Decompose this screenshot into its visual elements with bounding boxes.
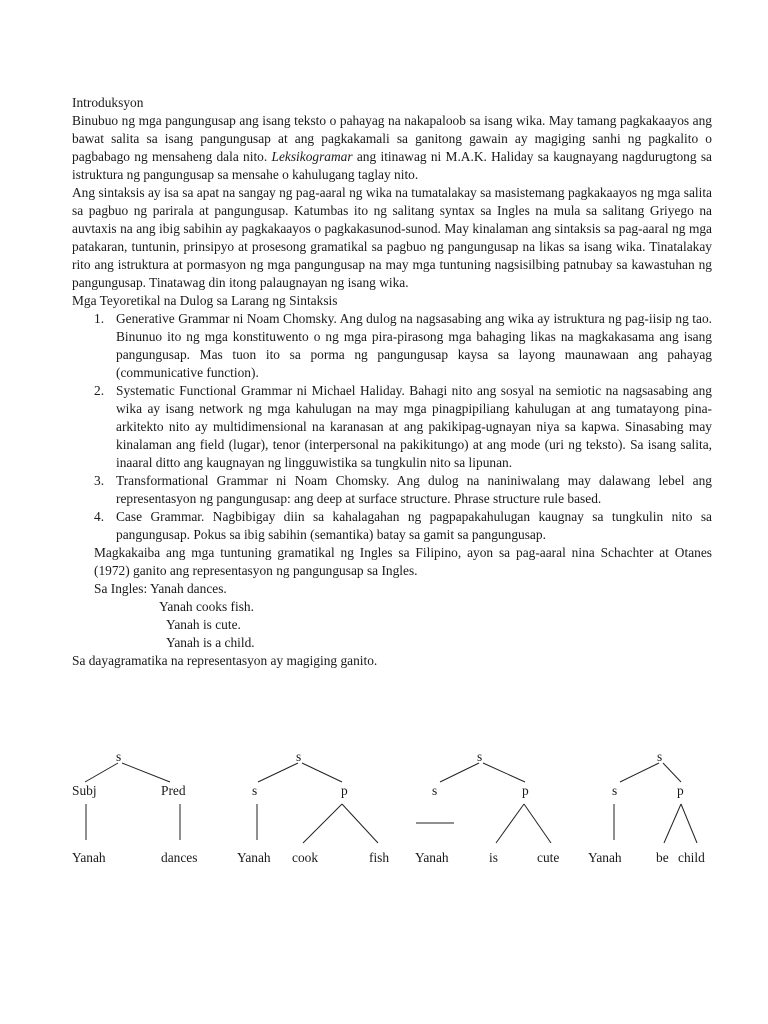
intro-paragraph-1	[72, 112, 712, 184]
section-title: Mga Teyoretikal na Dulog sa Larang ng Sintaksis	[72, 293, 338, 308]
diagram-intro: Sa dayagramatika na representasyon ay magiging ganito.	[72, 653, 378, 668]
tree4-p-right	[681, 804, 697, 843]
list-text: Systematic Functional Grammar ni Michael Haliday. Bahagi nito ang sosyal na semiotic na nagsasabing ang wika ay isang network ng mga kahulugan na may mga pinagpipiliang kahulugan at ang tumatayong pina-arkitekto nito ay multidimensional na karanasan at ang pakikipag-ugnayan niya sa kapwa. Sinasabing may kinalaman ang field (lugar), tenor (interpersonal na pakikitungo) at ang mode (uri ng teksto). Sa isang salita, inaaral ditto ang kaugnayan ng lingguwistika sa tungkulin nito sa lipunan.	[116, 383, 712, 470]
tree3-left-node: s	[432, 783, 438, 798]
tree2-branch-right	[302, 763, 342, 782]
intro-p1-italic-term: Leksikogramar	[271, 149, 353, 164]
tree2-branch-left	[258, 763, 298, 782]
tree4-word-2: be	[656, 850, 669, 865]
tree2-right-node: p	[341, 783, 348, 798]
list-number: 2.	[94, 383, 105, 398]
example-sentence-1: Sa Ingles: Yanah dances.	[94, 581, 227, 596]
list-item	[72, 310, 712, 382]
list-text: Case Grammar. Nagbibigay diin sa kahalagahan ng pagpapakahulugan kaugnay sa tungkulin nito sa pangungusap. Pokus sa ibig sabihin (semantika) batay sa gamit sa pangungusap.	[116, 509, 712, 542]
document-body	[72, 94, 712, 670]
heading-introduksyon: Introduksyon	[72, 95, 144, 110]
tree4-word-1: Yanah	[588, 850, 622, 865]
tree2-word-1: Yanah	[237, 850, 271, 865]
tree4-branch-left	[620, 763, 659, 782]
tree3-p-left	[496, 804, 524, 843]
list-text: Generative Grammar ni Noam Chomsky. Ang dulog na nagsasabing ang wika ay istruktura ng pag-iisip ng tao. Binunuo ito ng mga konstituwento o ng mga pira-pirasong mga bahaging likas na magkakasama ang isang pangungusap. Mas tuon ito sa porma ng pangungusap kaysa sa layong maunawaan ang pahayag (communicative function).	[116, 311, 712, 380]
tree4-root: s	[657, 749, 663, 764]
tree1-root: s	[116, 749, 122, 764]
tree3-root: s	[477, 749, 483, 764]
list-text: Transformational Grammar ni Noam Chomsky. Ang dulog na naniniwalang may dalawang lebel ang representasyon ng pangungusap: ang deep at surface structure. Phrase structure rule based.	[116, 473, 712, 506]
intro-p1-text-a: Binubuo ng mga pangungusap ang isang teksto o pahayag na nakapaloob sa isang wika. May tamang pagkakaayos ang bawat salita sa isang pangungusap at ang pagkakamali sa ganitong gawain ay magiging sanhi ng pagkalito o pagbabago ng mensaheng dala nito.	[72, 113, 712, 164]
tree1-word-1: Yanah	[72, 850, 106, 865]
tree2-p-right	[342, 804, 378, 843]
tree1-right-node: Pred	[161, 783, 186, 798]
tree4-left-node: s	[612, 783, 618, 798]
list-number: 3.	[94, 473, 105, 488]
tree2-root: s	[296, 749, 302, 764]
paragraph-after-list: Magkakaiba ang mga tuntuning gramatikal ng Ingles sa Filipino, ayon sa pag-aaral nina Schachter at Otanes (1972) ganito ang representasyon ng pangungusap sa Ingles.	[94, 545, 712, 578]
tree4-branch-right	[663, 763, 681, 782]
tree1-word-2: dances	[161, 850, 198, 865]
tree4-right-node: p	[677, 783, 684, 798]
tree3-word-1: Yanah	[415, 850, 449, 865]
intro-paragraph-2: Ang sintaksis ay isa sa apat na sangay ng pag-aaral ng wika na tumatalakay sa masistemang pagkakaayos ng mga salita sa pagbuo ng parirala at pangungusap. Katumbas ito ng salitang syntax sa Ingles na mula sa salitang Griyego na auvtaxis na ang ibig sabihin ay pagkakaayos o pagkakasunod-sunod. May kinalaman ang sintaksis sa pag-aaral ng mga patakaran, tuntunin, prinsipyo at prosesong gramatikal sa pagbuo ng pangungusap na likas sa isang wika. Tinatalakay rito ang istruktura at pormasyon ng mga pangungusap na may mga tuntuning nagsisilbing patnubay sa kawastuhan ng pangungusap. Tinatawag din itong palaugnayan ng isang wika.	[72, 185, 712, 290]
tree2-word-3: fish	[369, 850, 390, 865]
tree3-branch-left	[440, 763, 479, 782]
list-item	[72, 472, 712, 508]
tree3-word-2: is	[489, 850, 498, 865]
tree4-word-3: child	[678, 850, 705, 865]
tree2-word-2: cook	[292, 850, 319, 865]
intro-p1-text-b: ang itinawag ni M.A.K. Haliday sa kaugnayang nagdurugtong sa istruktura ng pangungusap sa mensahe o kahulugang taglay nito.	[72, 149, 712, 182]
tree2-p-left	[303, 804, 342, 843]
tree1-branch-left	[85, 763, 118, 782]
tree1-branch-right	[122, 763, 170, 782]
tree3-right-node: p	[522, 783, 529, 798]
tree3-word-3: cute	[537, 850, 560, 865]
example-sentence-2: Yanah cooks fish.	[159, 599, 254, 614]
example-sentence-4: Yanah is a child.	[166, 635, 255, 650]
list-item	[72, 508, 712, 544]
theory-list	[72, 310, 712, 544]
tree4-p-left	[664, 804, 681, 843]
syntax-tree-diagrams	[0, 740, 768, 880]
tree3-branch-right	[483, 763, 525, 782]
tree2-left-node: s	[252, 783, 258, 798]
example-sentence-3: Yanah is cute.	[166, 617, 241, 632]
tree1-left-node: Subj	[72, 783, 97, 798]
list-number: 1.	[94, 311, 105, 326]
list-number: 4.	[94, 509, 105, 524]
tree3-p-right	[524, 804, 551, 843]
list-item	[72, 382, 712, 472]
